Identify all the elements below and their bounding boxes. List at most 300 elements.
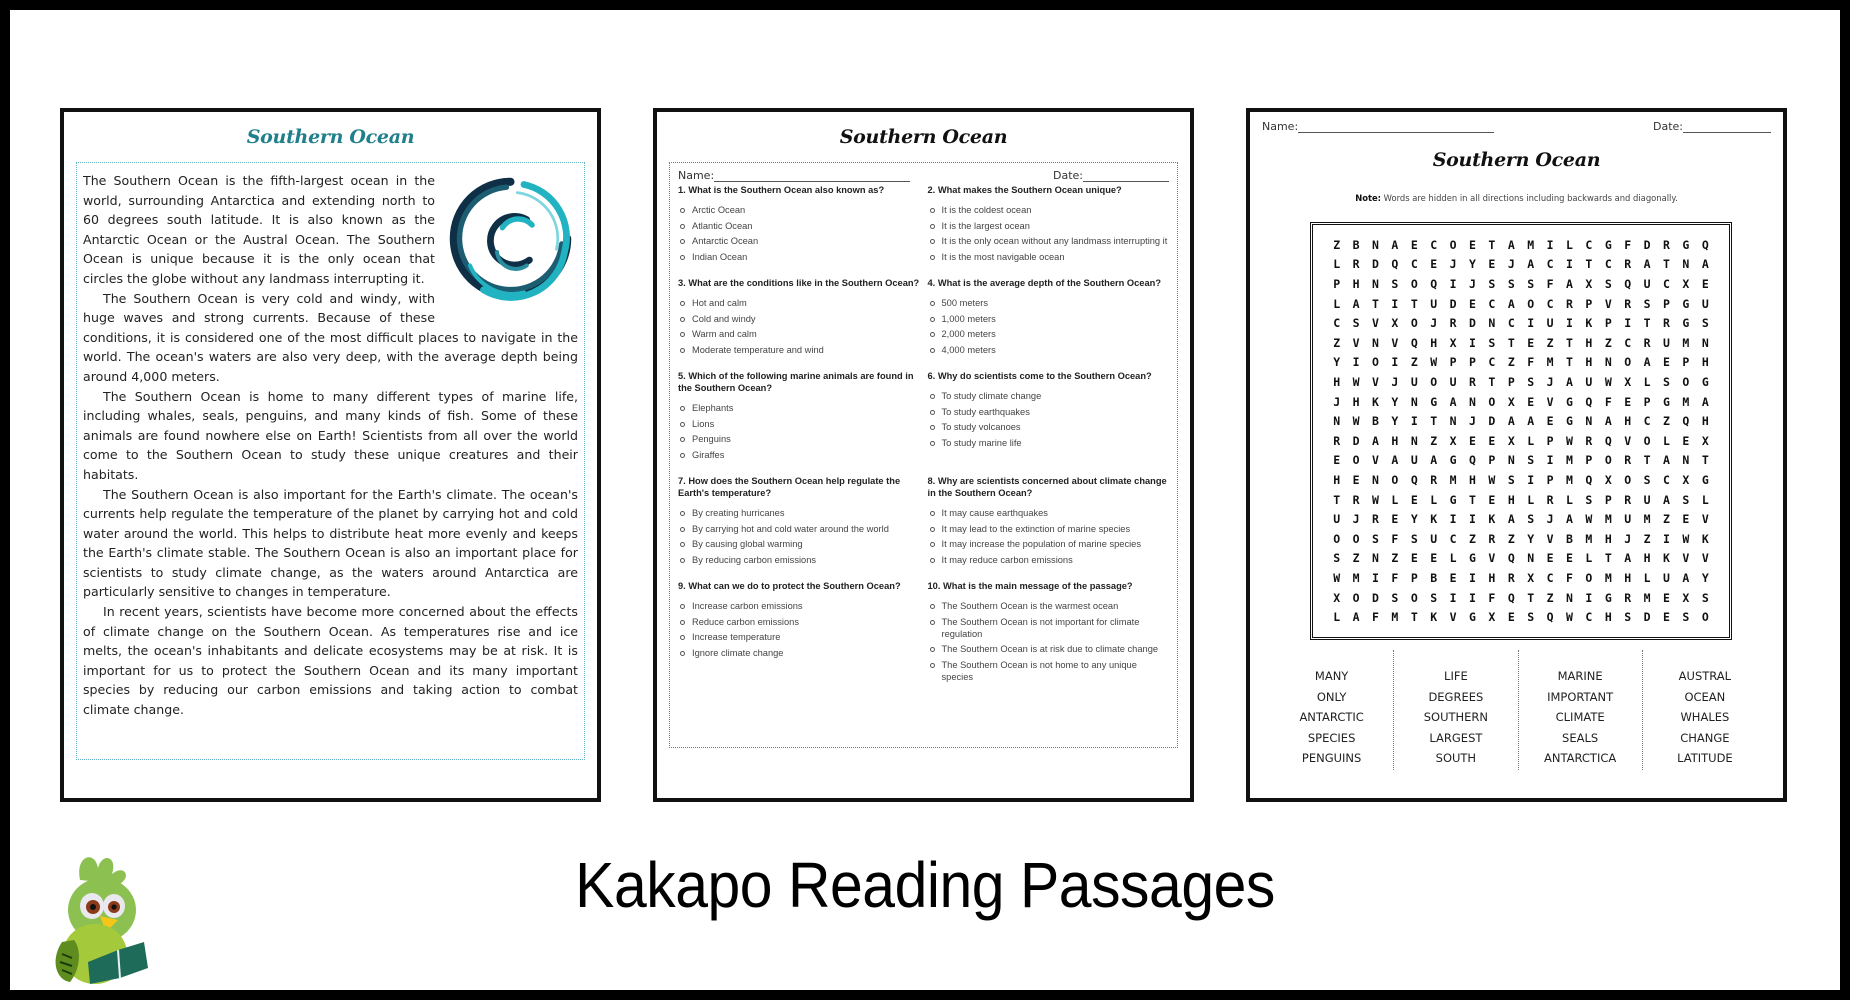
answer-option: The Southern Ocean is not home to any unique species [928,659,1170,683]
search-word: ONLY [1316,689,1347,704]
grid-letter: N [1682,257,1690,272]
grid-letter: E [1701,276,1709,291]
grid-letter: B [1372,414,1379,429]
grid-letter: N [1372,335,1379,350]
grid-letter: T [1643,316,1651,331]
grid-letter: V [1391,335,1399,350]
question-text: 7. How does the Southern Ocean help regulate the Earth's temperature? [678,476,901,498]
passage-paragraph: The Southern Ocean is the fifth-largest ocean in the world, surrounding Antarctica and extending north to 60 degrees south latitude. It is also known as the Antarctic Ocean or the Austral Ocean. The Southern Ocean is unique because it is the only ocean that circles the globe without any landmass interrupting it. [83,173,435,286]
grid-letter: M [1566,472,1573,487]
grid-letter: E [1410,551,1418,566]
grid-letter: I [1410,414,1418,429]
grid-letter: U [1585,374,1593,389]
grid-letter: P [1585,296,1593,311]
answer-option: Indian Ocean [678,251,920,263]
grid-letter: F [1372,610,1379,625]
grid-letter: B [1430,570,1438,585]
grid-letter: R [1566,296,1573,311]
passage-page [60,108,601,802]
grid-letter: S [1488,335,1496,350]
grid-letter: A [1527,414,1535,429]
grid-letter: E [1430,257,1438,272]
grid-letter: I [1449,512,1457,527]
grid-letter: A [1663,453,1670,468]
grid-letter: E [1488,433,1496,448]
grid-letter: Z [1333,335,1341,350]
grid-letter: Q [1507,551,1515,566]
search-word: LATITUDE [1677,751,1733,766]
grid-letter: M [1643,512,1651,527]
grid-letter: V [1372,316,1379,331]
grid-letter: F [1566,570,1573,585]
grid-letter: U [1624,512,1632,527]
grid-letter: A [1663,492,1670,507]
grid-letter: L [1701,492,1709,507]
grid-letter: O [1333,531,1341,546]
grid-letter: A [1566,512,1573,527]
grid-letter: F [1546,276,1554,291]
grid-letter: S [1391,276,1399,291]
grid-letter: R [1352,492,1360,507]
grid-letter: C [1488,355,1496,370]
grid-letter: R [1643,335,1651,350]
grid-letter: N [1333,414,1341,429]
grid-letter: Y [1391,394,1399,409]
name-date-row [678,169,1169,182]
grid-letter: S [1585,492,1593,507]
grid-letter: T [1604,551,1612,566]
grid-letter: A [1643,257,1651,272]
answer-options [678,600,920,659]
grid-letter: F [1604,394,1612,409]
grid-letter: M [1352,570,1360,585]
grid-letter: Z [1469,531,1476,546]
grid-letter: X [1507,433,1515,448]
grid-letter: W [1352,414,1360,429]
passage-text-box [76,162,585,760]
grid-letter: X [1701,433,1709,448]
grid-letter: R [1624,257,1632,272]
grid-letter: R [1624,590,1632,605]
date-field: Date: [1053,169,1169,182]
grid-letter: O [1391,472,1399,487]
grid-letter: K [1585,316,1593,331]
answer-option: The Southern Ocean is not important for climate regulation [928,616,1170,640]
quiz-question [928,184,1170,266]
answer-option: To study volcanoes [928,421,1170,433]
grid-letter: A [1566,276,1573,291]
grid-letter: L [1333,296,1341,311]
grid-letter: R [1507,570,1515,585]
grid-letter: R [1624,492,1632,507]
grid-letter: D [1643,610,1651,625]
grid-letter: X [1585,276,1593,291]
grid-letter: J [1546,512,1554,527]
grid-letter: O [1352,590,1360,605]
grid-letter: R [1585,433,1593,448]
grid-letter: P [1604,492,1612,507]
grid-letter: J [1546,374,1554,389]
grid-letter: S [1507,276,1515,291]
grid-letter: B [1566,531,1573,546]
grid-letter: T [1527,590,1535,605]
grid-letter: G [1604,237,1612,252]
grid-letter: O [1585,570,1593,585]
grid-letter: H [1624,570,1632,585]
grid-letter: Z [1663,414,1670,429]
search-word: OCEAN [1684,689,1726,704]
grid-letter: A [1624,551,1632,566]
grid-letter: I [1624,316,1632,331]
grid-letter: O [1449,237,1457,252]
answer-options [928,600,1170,683]
grid-letter: H [1643,551,1651,566]
answer-option: Lions [678,418,920,430]
quiz-page [653,108,1194,802]
grid-letter: U [1643,492,1651,507]
grid-letter: K [1430,512,1438,527]
grid-letter: U [1410,453,1418,468]
grid-letter: A [1507,512,1515,527]
grid-letter: V [1701,512,1709,527]
grid-letter: A [1352,296,1360,311]
grid-letter: E [1352,472,1360,487]
grid-letter: P [1604,316,1612,331]
grid-letter: N [1682,453,1690,468]
grid-letter: O [1624,355,1632,370]
grid-letter: N [1410,394,1418,409]
grid-letter: T [1566,355,1573,370]
answer-option: Ignore climate change [678,647,920,659]
grid-letter: H [1488,570,1496,585]
grid-letter: M [1604,570,1612,585]
grid-letter: A [1507,414,1515,429]
grid-letter: W [1352,374,1360,389]
date-field: Date: [1653,120,1771,133]
grid-letter: M [1682,394,1690,409]
grid-letter: V [1546,531,1554,546]
grid-letter: Q [1410,335,1418,350]
grid-letter: E [1663,610,1670,625]
grid-letter: C [1430,237,1438,252]
grid-letter: S [1624,610,1632,625]
grid-letter: Y [1391,414,1399,429]
grid-letter: S [1410,531,1418,546]
word-column [1519,650,1643,770]
grid-letter: U [1546,316,1554,331]
grid-letter: F [1488,590,1496,605]
search-word: MARINE [1557,669,1603,683]
grid-letter: M [1527,237,1535,252]
question-text: 4. What is the average depth of the Southern Ocean? [927,278,1161,288]
grid-letter: W [1430,355,1438,370]
question-text: 10. What is the main message of the passage? [927,581,1133,591]
grid-letter: P [1469,355,1476,370]
grid-letter: S [1527,512,1535,527]
grid-letter: T [1507,335,1515,350]
grid-letter: Q [1604,433,1612,448]
grid-letter: S [1430,590,1438,605]
answer-options [678,297,920,356]
grid-letter: D [1449,296,1457,311]
grid-letter: D [1372,257,1379,272]
grid-letter: U [1430,296,1438,311]
grid-letter: K [1488,512,1496,527]
grid-letter: C [1333,316,1341,331]
grid-letter: M [1566,453,1573,468]
grid-letter: T [1372,296,1379,311]
grid-letter: L [1643,374,1651,389]
quiz-question [678,184,920,266]
grid-letter: O [1701,610,1709,625]
grid-letter: P [1546,433,1554,448]
grid-letter: F [1624,237,1632,252]
grid-letter: K [1372,394,1379,409]
grid-letter: C [1546,296,1554,311]
grid-letter: U [1663,570,1670,585]
grid-letter: S [1527,276,1535,291]
answer-option: Increase temperature [678,631,920,643]
grid-letter: H [1352,394,1360,409]
answer-options [928,390,1170,449]
grid-letter: I [1391,296,1399,311]
grid-letter: Q [1410,472,1418,487]
passage-paragraph: In recent years, scientists have become more concerned about the effects of climate change on the Southern Ocean. As temperatures rise and ice melts, the ocean's inhabitants and delicate ecosystems may be at risk. It is important for us to protect the Southern Ocean and its many important species by reducing our carbon emissions and taking action to combat climate change. [83,604,578,718]
question-text: 9. What can we do to protect the Southern Ocean? [678,581,901,591]
grid-letter: Z [1391,551,1399,566]
grid-letter: M [1585,531,1593,546]
grid-letter: I [1566,257,1573,272]
grid-letter: I [1391,355,1399,370]
answer-option: It is the coldest ocean [928,204,1170,216]
grid-letter: M [1643,590,1651,605]
grid-letter: I [1352,355,1360,370]
answer-options [678,402,920,461]
grid-letter: T [1585,257,1593,272]
grid-letter: A [1352,610,1360,625]
grid-letter: I [1449,276,1457,291]
grid-letter: G [1566,394,1573,409]
grid-letter: R [1663,237,1670,252]
grid-letter: A [1507,237,1515,252]
grid-letter: T [1701,453,1709,468]
quiz-question [928,580,1170,686]
answer-option: 500 meters [928,297,1170,309]
grid-letter: R [1352,257,1360,272]
grid-letter: V [1546,394,1554,409]
grid-letter: A [1430,453,1438,468]
answer-options [928,507,1170,566]
grid-letter: A [1372,433,1379,448]
search-word: DEGREES [1428,689,1484,704]
grid-letter: S [1527,610,1535,625]
grid-letter: G [1430,394,1438,409]
grid-letter: I [1566,316,1573,331]
grid-letter: O [1624,472,1632,487]
grid-letter: I [1469,570,1476,585]
grid-letter: O [1352,531,1360,546]
grid-letter: V [1372,453,1379,468]
grid-letter: G [1701,374,1709,389]
grid-letter: B [1352,237,1360,252]
quiz-question [928,277,1170,359]
grid-letter: X [1682,590,1690,605]
answer-option: It is the most navigable ocean [928,251,1170,263]
grid-letter: H [1469,472,1476,487]
grid-letter: L [1566,492,1573,507]
grid-letter: S [1643,296,1651,311]
question-text: 3. What are the conditions like in the Southern Ocean? [678,278,920,288]
grid-letter: C [1585,237,1593,252]
answer-option: It may increase the population of marine species [928,538,1170,550]
grid-letter: T [1566,335,1573,350]
answer-option: It is the largest ocean [928,220,1170,232]
answer-option: Hot and calm [678,297,920,309]
grid-letter: G [1682,237,1690,252]
grid-letter: H [1701,355,1709,370]
grid-letter: T [1643,453,1651,468]
grid-letter: T [1469,492,1476,507]
grid-letter: R [1430,472,1438,487]
grid-letter: N [1469,394,1476,409]
grid-letter: R [1663,316,1670,331]
grid-letter: L [1643,570,1651,585]
search-word: MANY [1314,669,1349,683]
grid-letter: X [1391,316,1399,331]
grid-letter: P [1410,570,1418,585]
grid-letter: C [1546,570,1554,585]
word-search-page [1246,108,1787,802]
word-column [1270,650,1394,770]
answer-option: By carrying hot and cold water around the world [678,523,920,535]
grid-letter: R [1449,316,1457,331]
grid-letter: P [1488,453,1496,468]
search-word: LIFE [1444,669,1468,683]
grid-letter: M [1546,355,1554,370]
answer-option: It may reduce carbon emissions [928,554,1170,566]
answer-option: By reducing carbon emissions [678,554,920,566]
grid-letter: A [1701,257,1709,272]
word-search-title: Southern Ocean [1432,149,1601,171]
word-search-note: Note: Words are hidden in all directions including backwards and diagonally. [1355,193,1678,203]
grid-letter: H [1507,492,1515,507]
grid-letter: Y [1527,531,1535,546]
answer-options [928,297,1170,356]
answer-option: Cold and windy [678,313,920,325]
grid-letter: G [1469,551,1476,566]
grid-letter: G [1682,296,1690,311]
answer-option: It may lead to the extinction of marine species [928,523,1170,535]
grid-letter: Q [1507,590,1515,605]
grid-letter: V [1488,551,1496,566]
grid-letter: E [1546,551,1554,566]
grid-letter: Z [1333,237,1341,252]
grid-letter: X [1624,374,1632,389]
grid-letter: P [1585,453,1593,468]
question-text: 6. Why do scientists come to the Southern Ocean? [927,371,1152,381]
grid-letter: J [1507,257,1515,272]
grid-letter: X [1527,570,1535,585]
grid-letter: P [1507,374,1515,389]
grid-letter: T [1488,374,1496,389]
grid-letter: J [1333,394,1341,409]
grid-letter: N [1566,590,1573,605]
grid-letter: T [1410,296,1418,311]
quiz-title: Southern Ocean [839,126,1008,148]
grid-letter: Z [1507,355,1515,370]
grid-letter: S [1372,531,1379,546]
grid-letter: I [1449,590,1457,605]
grid-letter: V [1372,374,1379,389]
grid-letter: I [1585,590,1593,605]
grid-letter: Z [1410,355,1418,370]
grid-letter: L [1333,610,1341,625]
grid-letter: F [1527,355,1535,370]
grid-letter: A [1604,414,1612,429]
grid-letter: J [1352,512,1360,527]
grid-letter: G [1449,453,1457,468]
search-word: SOUTH [1435,751,1477,766]
grid-letter: W [1566,433,1573,448]
word-search-grid [1310,222,1732,640]
grid-letter: Y [1410,512,1418,527]
grid-letter: D [1488,414,1496,429]
grid-letter: L [1391,492,1399,507]
grid-letter: X [1682,276,1690,291]
grid-letter: Q [1682,414,1690,429]
grid-letter: E [1527,394,1535,409]
grid-letter: R [1546,492,1554,507]
grid-letter: S [1507,472,1515,487]
word-column [1394,650,1518,770]
answer-options [678,507,920,566]
grid-letter: H [1391,433,1399,448]
grid-letter: I [1372,570,1379,585]
grid-letter: N [1507,453,1515,468]
grid-letter: N [1701,335,1709,350]
grid-letter: G [1663,394,1670,409]
answer-option: Warm and calm [678,328,920,340]
grid-letter: X [1449,433,1457,448]
question-grid [678,184,1169,697]
grid-letter: V [1449,610,1457,625]
grid-letter: H [1585,335,1593,350]
search-word: ANTARCTICA [1544,751,1617,766]
grid-letter: H [1624,414,1632,429]
grid-letter: Q [1546,610,1554,625]
grid-letter: A [1449,394,1457,409]
grid-letter: S [1682,610,1690,625]
grid-letter: P [1643,394,1651,409]
grid-letter: S [1643,472,1651,487]
grid-letter: L [1430,492,1438,507]
grid-letter: G [1682,316,1690,331]
grid-letter: S [1527,453,1535,468]
name-field: Name: [678,169,910,182]
answer-option: To study earthquakes [928,406,1170,418]
grid-letter: C [1449,531,1457,546]
grid-letter: M [1449,472,1457,487]
answer-option: Penguins [678,433,920,445]
grid-letter: U [1430,531,1438,546]
grid-letter: E [1469,296,1476,311]
grid-letter: U [1663,335,1670,350]
grid-letter: S [1391,590,1399,605]
grid-letter: A [1566,374,1573,389]
grid-letter: J [1469,276,1476,291]
grid-letter: W [1566,610,1573,625]
grid-letter: D [1469,316,1476,331]
